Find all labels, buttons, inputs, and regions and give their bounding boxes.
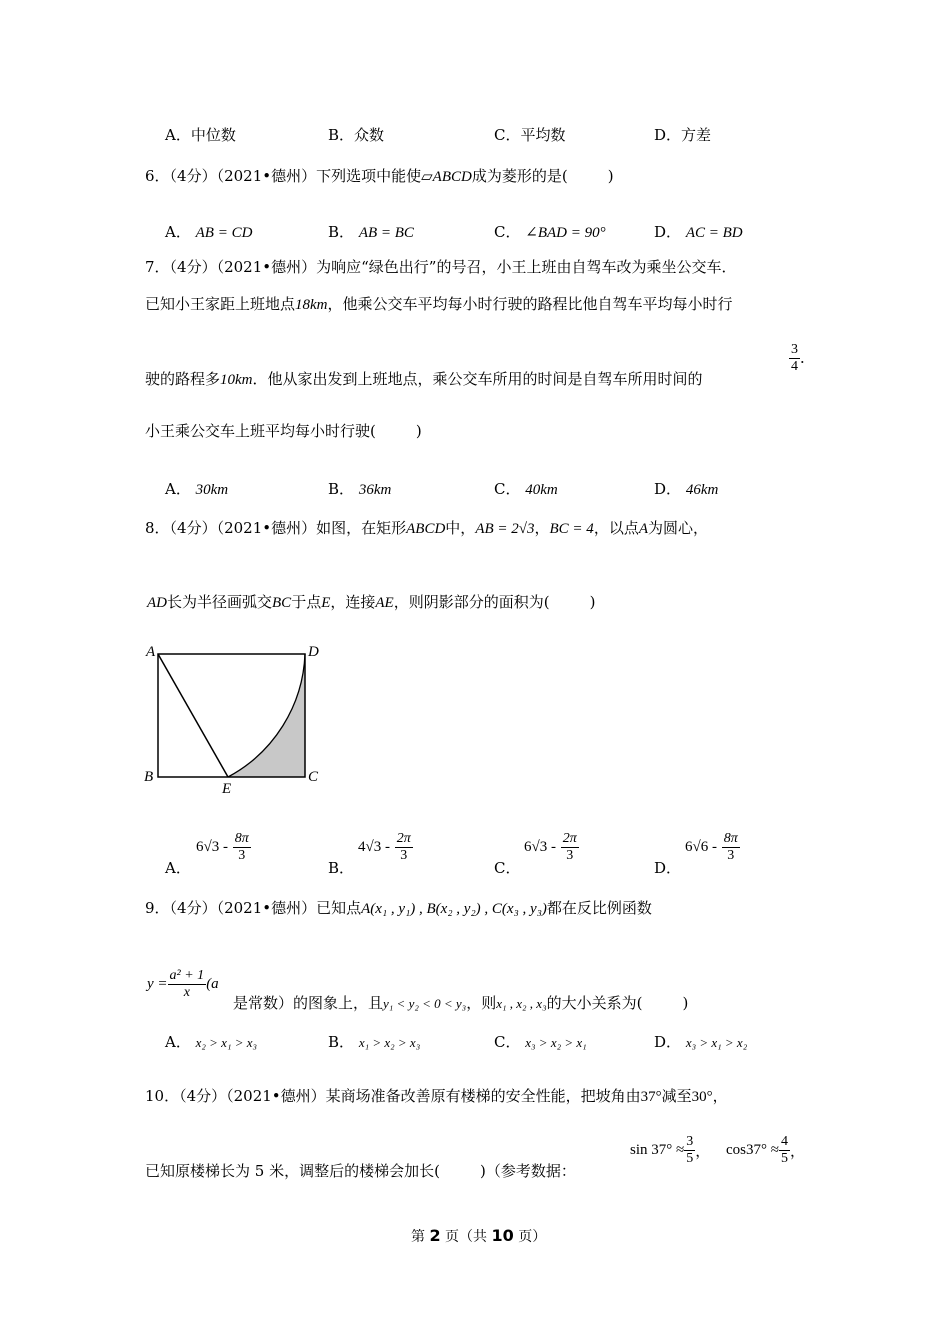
q9-option-b: B． x₁ > x₂ > x₃ [328,1033,421,1051]
label-b: B [144,769,154,785]
q6-option-a: A． AB = CD [165,223,253,241]
q5-option-c: C．平均数 [494,126,566,144]
page-number: 2 [429,1226,441,1245]
q9-line2: 是常数）的图象上，且y₁ < y₂ < 0 < y₃，则x₁ , x₂ , x₃的大小关系为( ) [233,994,689,1012]
q8-option-d-expr: 6√6 - $\frac{8\pi}{3}$ [685,831,738,863]
q7-option-b: B． 36km [328,480,392,498]
label-d: D [308,644,319,660]
q8-line1: 8．（4分）（2021•德州）如图，在矩形ABCD中，AB = 2√3，BC = 4，以点A为圆心， [145,519,709,537]
q7-line1: 7．（4分）（2021•德州）为响应“绿色出行”的号召，小王上班由自驾车改为乘坐公交车． [145,258,737,276]
q7-distance-10: 10km [220,372,253,388]
q8-ab: AB = 2√3 [475,521,535,537]
q9-line1: 9．（4分）（2021•德州）已知点A(x₁ , y₁) , B(x₂ , y₂) , C(x₃ , y₃)都在反比例函数 [145,899,652,917]
q7-option-c: C． 40km [494,480,558,498]
page-total: 10 [491,1226,514,1245]
q7-distance-18: 18km [295,297,328,313]
q7-fraction: $\frac{3}{4}$ ． [791,342,816,374]
q8-option-b-expr: 4√3 - $\frac{2\pi}{3}$ [358,831,411,863]
q8-bc: BC = 4 [549,521,594,537]
q8-option-d-letter: D． [654,859,682,877]
label-c: C [308,769,319,785]
q6-option-b: B． AB = BC [328,223,414,241]
q9-option-c: C． x₃ > x₂ > x₁ [494,1033,587,1051]
q8-option-c-letter: C． [494,859,521,877]
q5-option-d: D．方差 [654,126,712,144]
page-footer: 第 2 页（共 10 页） [411,1226,547,1245]
q8-option-b-letter: B． [328,859,355,877]
shaded-region [228,654,305,777]
q8-figure [140,640,340,800]
q6-option-c: C． ∠BAD = 90° [494,223,606,241]
q6-parallelogram: ▱ABCD [421,169,472,185]
q7-option-a: A． 30km [165,480,229,498]
q6-option-d: D． AC = BD [654,223,743,241]
q7-line3: 驶的路程多10km．他从家出发到上班地点，乘公交车所用的时间是自驾车所用时间的 [145,370,703,388]
q10-cos: cos37° ≈ $\frac{4}{5}$ ， [726,1134,805,1166]
q6-paren-close: ) [607,167,614,185]
q6-paren-open: ( [561,167,568,185]
q8-option-c-expr: 6√3 - $\frac{2\pi}{3}$ [524,831,577,863]
q9-condition: y₁ < y₂ < 0 < y₃ [383,996,467,1011]
label-e: E [222,781,232,797]
q6-prefix: 6．（4分）（2021•德州）下列选项中能使 [145,167,422,185]
segment-ae [158,654,228,777]
q8-line2: AD长为半径画弧交BC于点E，连接AE，则阴影部分的面积为( ) [147,593,596,611]
q7-line2: 已知小王家距上班地点18km，他乘公交车平均每小时行驶的路程比他自驾车平均每小时行 [145,295,733,313]
q7-option-d: D． 46km [654,480,719,498]
q9-option-d: D． x₃ > x₁ > x₂ [654,1033,748,1051]
q8-option-a-expr: 6√3 - $\frac{8\pi}{3}$ [196,831,249,863]
q10-line1: 10．（4分）（2021•德州）某商场准备改善原有楼梯的安全性能，把坡角由37°减至30°， [145,1087,728,1105]
q9-points: A(x₁ , y₁) , B(x₂ , y₂) , C(x₃ , y₃) [361,901,547,917]
q9-option-a: A． x₂ > x₁ > x₃ [165,1033,258,1051]
q10-line2: 已知原楼梯长为 5 米，调整后的楼梯会加长( )（参考数据： [145,1162,576,1180]
q9-function: y = $\frac{\text{a² + 1}}{x}$ (a [147,968,219,1000]
q5-option-a: A．中位数 [165,126,236,144]
q10-sin: sin 37° ≈ $\frac{3}{5}$ ， [630,1134,711,1166]
label-a: A [146,644,156,660]
q8-option-a-letter: A． [165,859,191,877]
q6-stem [145,165,614,186]
q7-line4: 小王乘公交车上班平均每小时行驶( ) [145,422,422,440]
q5-option-b: B．众数 [328,126,385,144]
q6-suffix: 成为菱形的是 [471,167,562,185]
